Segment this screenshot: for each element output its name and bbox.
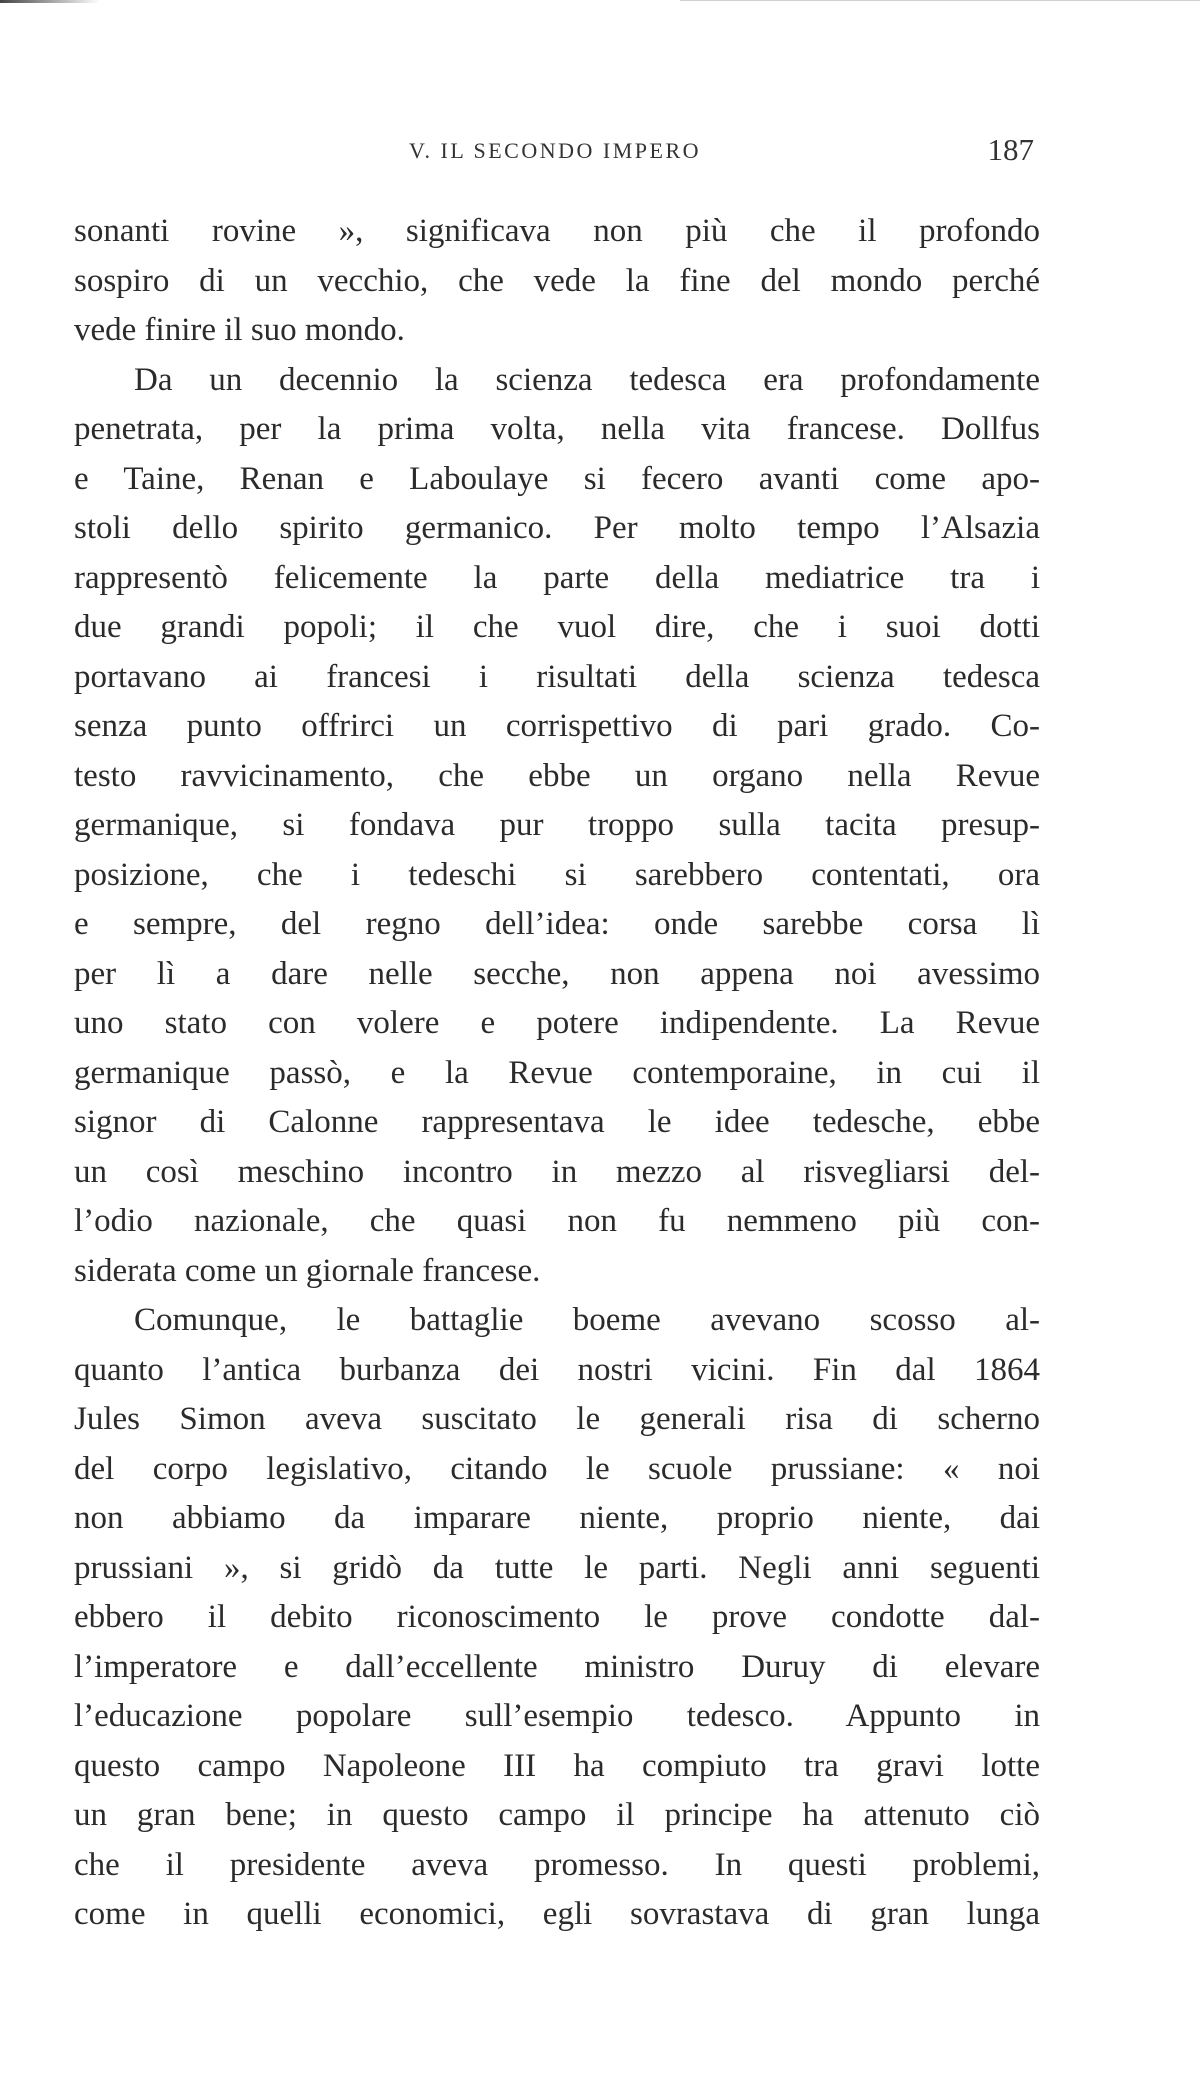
page-number: 187 [987, 132, 1034, 167]
running-head: V. IL SECONDO IMPERO [408, 138, 702, 163]
text-line: per lì a dare nelle secche, non appena noi avessimo [74, 955, 1040, 992]
text-line: un così meschino incontro in mezzo al risvegliarsi del- [74, 1153, 1040, 1190]
text-line: germanique passò, e la Revue contemporaine, in cui il [74, 1054, 1040, 1091]
text-line: come in quelli economici, egli sovrastava di gran lunga [74, 1896, 1040, 1932]
text-line: l’imperatore e dall’eccellente ministro Duruy di elevare [74, 1648, 1040, 1685]
text-line: signor di Calonne rappresentava le idee tedesche, ebbe [74, 1104, 1040, 1140]
text-line: l’odio nazionale, che quasi non fu nemmeno più con- [74, 1203, 1040, 1239]
text-line: quanto l’antica burbanza dei nostri vicini. Fin dal 1864 [74, 1351, 1040, 1388]
text-line: testo ravvicinamento, che ebbe un organo nella Revue [74, 757, 1040, 794]
text-line: un gran bene; in questo campo il principe ha attenuto ciò [74, 1797, 1040, 1833]
text-line: uno stato con volere e potere indipendente. La Revue [74, 1005, 1040, 1041]
text-line: e sempre, del regno dell’idea: onde sarebbe corsa lì [74, 906, 1040, 942]
body-text [74, 207, 1040, 1940]
text-line: del corpo legislativo, citando le scuole prussiane: « noi [74, 1450, 1040, 1487]
text-line: penetrata, per la prima volta, nella vita francese. Dollfus [74, 411, 1040, 447]
text-line: germanique, si fondava pur troppo sulla tacita presup- [74, 807, 1040, 843]
text-line: e Taine, Renan e Laboulaye si fecero avanti come apo- [74, 460, 1040, 497]
text-line: rappresentò felicemente la parte della mediatrice tra i [74, 559, 1040, 596]
text-line: prussiani », si gridò da tutte le parti. Negli anni seguenti [74, 1549, 1040, 1586]
text-line: ebbero il debito riconoscimento le prove condotte dal- [74, 1599, 1040, 1635]
text-line: l’educazione popolare sull’esempio tedesco. Appunto in [74, 1698, 1040, 1734]
text-line: portavano ai francesi i risultati della scienza tedesca [74, 658, 1040, 695]
text-line: Jules Simon aveva suscitato le generali risa di scherno [74, 1401, 1040, 1437]
text-line: sospiro di un vecchio, che vede la fine del mondo perché [74, 262, 1040, 299]
text-line: siderata come un giornale francese. [74, 1252, 541, 1289]
text-line: Da un decennio la scienza tedesca era profondamente [134, 361, 1040, 398]
text-line: due grandi popoli; il che vuol dire, che i suoi dotti [74, 609, 1040, 645]
scan-edge-mark [0, 0, 100, 3]
scan-edge-line [680, 0, 1200, 1]
text-line: questo campo Napoleone III ha compiuto tra gravi lotte [74, 1747, 1040, 1784]
text-line: Comunque, le battaglie boeme avevano scosso al- [134, 1302, 1040, 1338]
text-line: stoli dello spirito germanico. Per molto tempo l’Alsazia [74, 510, 1040, 546]
text-line: posizione, che i tedeschi si sarebbero contentati, ora [74, 856, 1040, 893]
text-line: che il presidente aveva promesso. In questi problemi, [74, 1846, 1040, 1883]
text-line: sonanti rovine », significava non più che il profondo [74, 213, 1040, 249]
text-line: non abbiamo da imparare niente, proprio niente, dai [74, 1500, 1040, 1536]
page-header [74, 132, 1036, 178]
text-line: senza punto offrirci un corrispettivo di pari grado. Co- [74, 708, 1040, 744]
text-line: vede finire il suo mondo. [74, 312, 405, 348]
